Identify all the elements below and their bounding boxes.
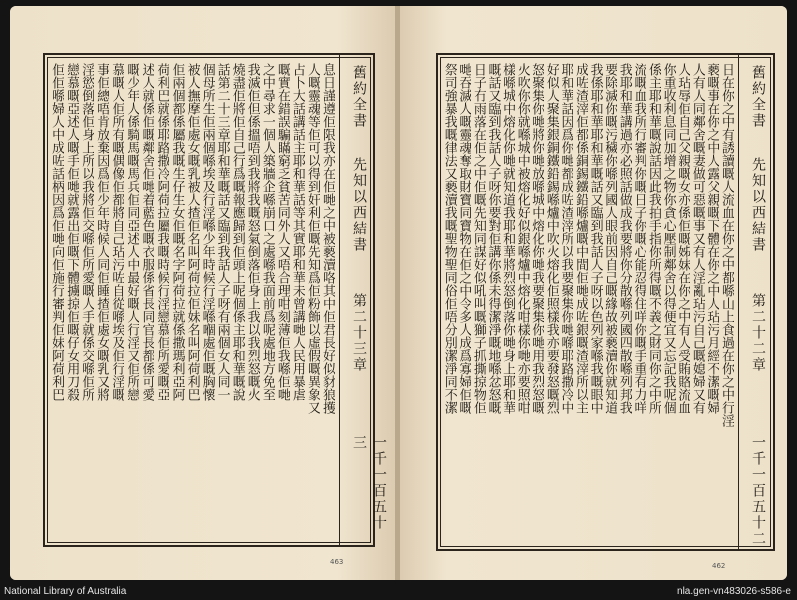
text-column: 燒盡佢將佢自己行爲嘅報應歸到佢頭上呢個係主耶和華嘅說	[229, 63, 245, 401]
text-column: 佢佢喺婦人中成咗話柄因爲佢哋向佢施行審判佢妹阿荷利巴	[49, 63, 65, 401]
page-number: 一千一百五十三	[351, 435, 387, 531]
left-text-frame	[43, 53, 387, 547]
right-running-head	[738, 55, 774, 549]
text-column: 人玷辱佢自己父親嘅女亦係佢嘅姊妹在你之中有人受賄賂流血	[675, 63, 691, 414]
text-column: 荷利巴就係耶路撒冷阿荷拉屬我嘅時候行淫戀慕佢所愛嘅亞	[154, 63, 170, 401]
text-column: 流嘅血我所行審判你嘅日子你嘅心能忍得住咩你嘅手重有力咩	[631, 63, 647, 414]
text-column: 要除滅你嘅污穢你喺列國人眼前因自己嘅緣故被褻瀆你就知道	[602, 63, 618, 414]
text-column: 息日謹遵佢限我亦在佢哋之中被褻瀆咯其中佢君長好似豺狼擭	[320, 63, 335, 414]
right-page	[400, 6, 787, 580]
text-column: 慕嘅人佢所有嘅偶像佢都將自己玷污咗自從喺埃及佢行淫嘅	[109, 63, 125, 401]
text-column: 戀慕嘅亞述人嘅手佢哋就露出佢嘅下體擄掠佢嘅仔女用刀殺	[64, 63, 80, 401]
text-column: 個母所生佢兩個喺埃及行淫喺少年時候行淫喺嗰處佢嘅胸懷	[199, 63, 215, 401]
library-stamp: 462	[712, 562, 726, 570]
text-column: 係主耶和華嘅說話因此我拍手指你所得嘅不義之財同你之中所	[646, 63, 662, 414]
text-column: 述人就係佢嘅鄰舍佢哋着藍色嘅衣服係省長同官長都係可愛	[139, 63, 155, 401]
text-column: 我耶和華講過亦必照話做成我要將你分散喺列國四散喺列邦我	[617, 63, 632, 414]
text-column: 哋吞滅人嘅靈魂奪取財寶同寶物在佢之中令多人成爲寡婦佢嘅	[456, 63, 472, 414]
book-spread	[10, 6, 787, 580]
text-column: 人有人同鄰舍嘅妻做可惡嘅事又有人淫亂玷污自己嘅媳婦又有	[690, 63, 705, 414]
text-column: 怒聚集你哋將你哋放喺城中熔化你哋我要聚集你哋用我烈怒嘅	[529, 63, 545, 414]
text-column: 嘅話又臨到我話人子呀你要對佢講你係未得潔淨嘅地喺忿怒嘅	[485, 63, 501, 414]
book-name: 先知以西結書	[351, 157, 367, 253]
text-column: 淫慾倒落佢身上所以我將佢交喺佢所愛嘅人手就係交喺佢所	[79, 63, 95, 401]
text-column: 成咗渣滓佢都係銅錫鐵鉛喺爐嘅中間佢哋成咗銀嘅渣滓所以主	[573, 63, 589, 414]
page-number: 一千一百五十二	[750, 435, 766, 547]
text-column: 被人撫摩佢處女嘅乳被人揸佢名叫阿荷拉佢妹名叫阿荷利巴	[184, 63, 200, 401]
text-column: 占卜大話講話主耶和華話等其實耶和華未曾講哋人民用暴虐	[289, 63, 305, 401]
text-column: 嘅少年人係騎馬嘅馬兵佢同亞述人中最好嘅人行淫又佢所戀	[124, 63, 140, 401]
text-column: 好似人聚集銀銅鐵鉛錫喺爐中吹火熔化佢照樣我亦要發怒嘅烈	[544, 63, 559, 414]
footer-item-id: nla.gen-vn483026-s586-e	[677, 586, 791, 597]
text-column: 你重收利息同加增之物你貪心壓制鄰舍以得便宜又忘記我呢個	[661, 63, 676, 414]
library-stamp: 463	[330, 558, 344, 566]
text-column: 佢兩個都係屬我嘅生仔生女佢嘅名字阿荷拉就係撒瑪利亞阿	[169, 63, 185, 401]
text-column: 人嘅靈魂等佢可以得到奸利佢嘅先知爲佢粉飾以虛假嘅異象又	[304, 63, 320, 414]
text-column: 我滅佢但係搵唔到我將我嘅怒氣倒落佢身上我以我烈怒嘅火	[244, 63, 260, 401]
text-column: 之中尋求一個人築牆企喺崩口之處喺我面前爲呢處地方免至	[259, 63, 275, 401]
archive-footer	[0, 585, 797, 600]
text-column: 祭司強暴我嘅律法又褻瀆我嘅聖物聖同俗佢唔分別潔淨同不潔	[442, 63, 457, 414]
left-running-head	[339, 55, 387, 545]
text-column: 我係耶和華耶和華嘅話又臨到我話人子呀以色列家喺我嘅眼中	[588, 63, 603, 414]
footer-library-name: National Library of Australia	[4, 586, 127, 597]
text-column: 話第二十三章耶和華嘅話又臨到我話人子呀有兩個女人同一	[214, 63, 230, 401]
text-column: 樣喺城中熔化你哋就知道我耶和華將烈怒倒落你哋身上耶和華	[500, 63, 516, 414]
chapter-label: 第二十三章	[351, 293, 367, 373]
book-name: 先知以西結書	[750, 157, 766, 253]
text-column: 事佢總唔肯放棄因爲佢少年時候人同佢睡揸佢處女嘅乳又將	[94, 63, 110, 401]
right-text-frame	[436, 53, 775, 551]
text-column: 日在你之中有誘讀嘅人流血在你之中都喺山上食過在你之中行淫	[719, 63, 734, 427]
chapter-label: 第二十二章	[750, 293, 766, 373]
text-column: 日子冇雨落在佢之中佢嘅先知同謀好似吼叫嘅獅子抓撕掠物佢	[471, 63, 486, 414]
book-title: 舊約全書	[750, 65, 766, 129]
right-body-text	[442, 63, 734, 539]
text-column: 耶和華話因爲你哋都成咗渣滓所以我要聚集你哋喺耶路撒冷中	[558, 63, 574, 414]
left-body-text	[49, 63, 335, 535]
text-column: 褻嘅事在你之中人露父親嘅下體在你之中人玷污月經不潔嘅婦	[704, 63, 720, 414]
book-title: 舊約全書	[351, 65, 367, 129]
text-column: 火吹你你就喺城中被熔化好似銀喺爐中熔化咁樣你哋亦要照咁	[515, 63, 530, 414]
text-column: 嘅實在錯誤騙瞞窮乏貧苦同外人又唔合理咁刻薄佢我喺佢哋	[274, 63, 290, 401]
left-page	[10, 6, 395, 580]
